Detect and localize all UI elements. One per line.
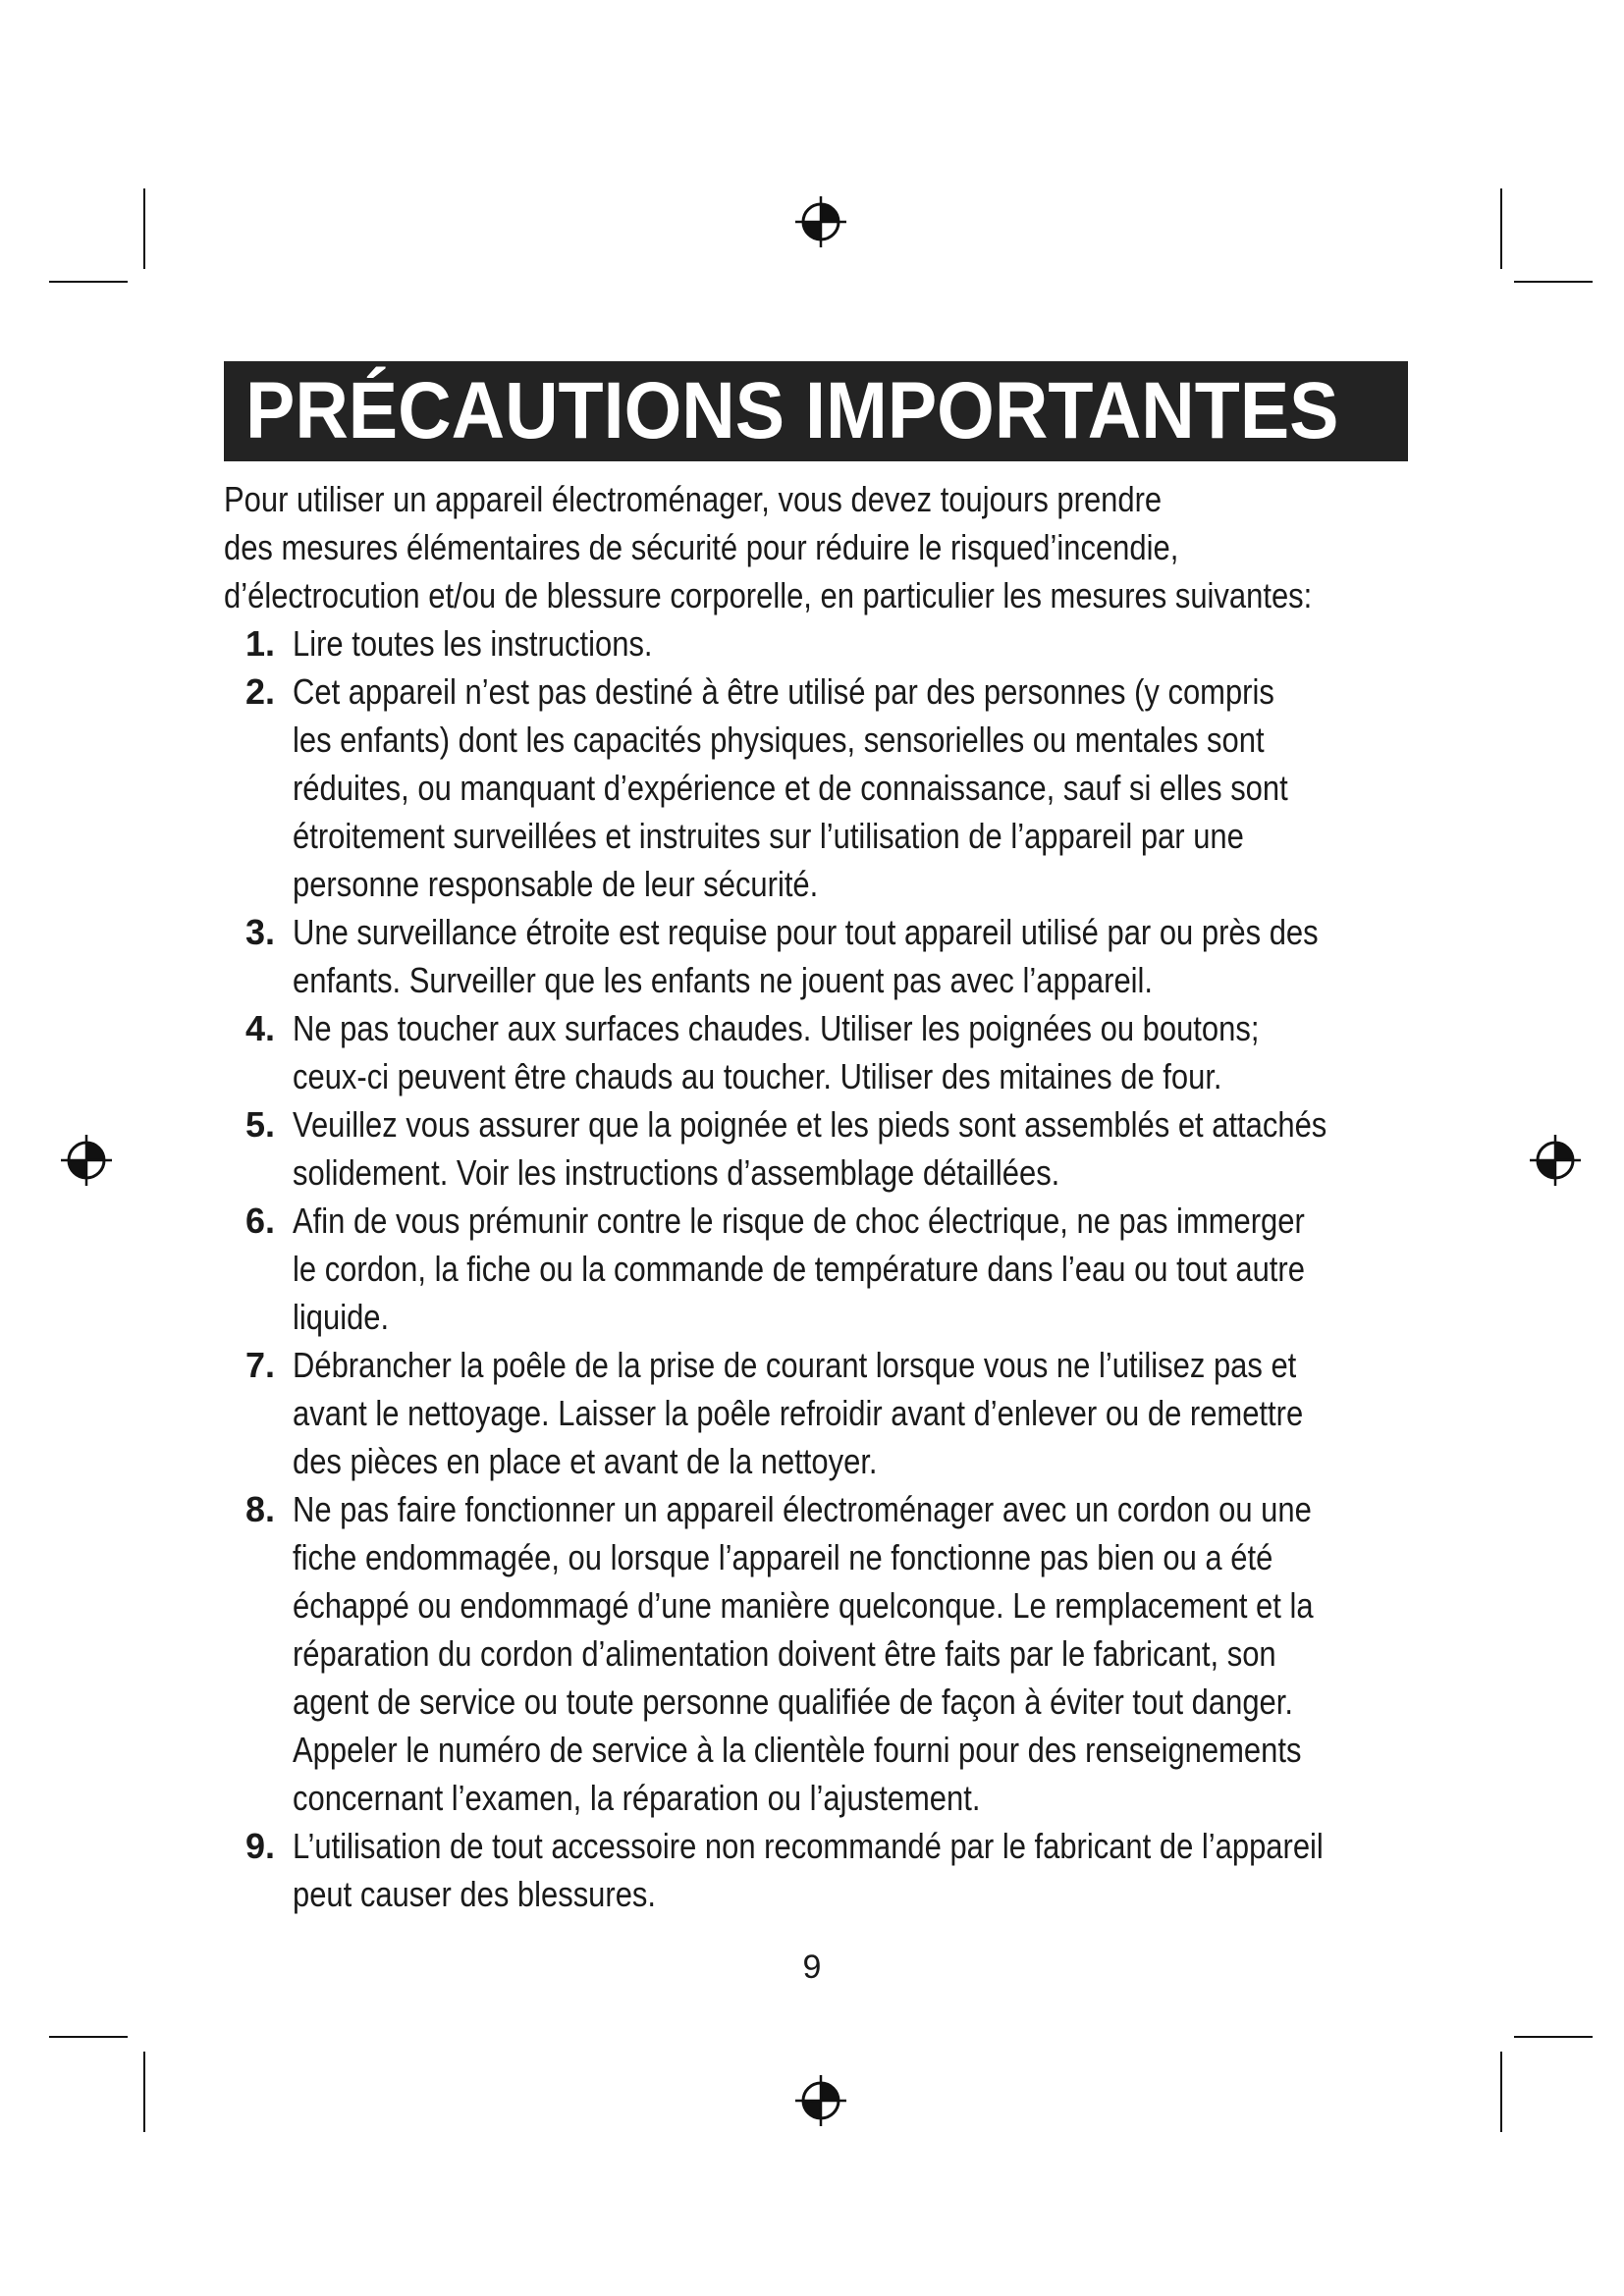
list-item <box>224 1004 1432 1100</box>
crop-mark-bottom-left-vertical <box>143 2052 145 2132</box>
list-item-line: réparation du cordon d’alimentation doivent être faits par le fabricant, son <box>293 1633 1276 1674</box>
list-item-line: peut causer des blessures. <box>293 1874 657 1914</box>
list-item-line: ceux-ci peuvent être chauds au toucher. Utiliser des mitaines de four. <box>293 1056 1222 1096</box>
list-item-line: liquide. <box>293 1297 390 1337</box>
crop-mark-bottom-right-horizontal <box>1514 2036 1593 2038</box>
crop-mark-bottom-left-horizontal <box>49 2036 128 2038</box>
list-item-line: personne responsable de leur sécurité. <box>293 864 819 904</box>
list-item-line: les enfants) dont les capacités physiques, sensorielles ou mentales sont <box>293 720 1265 760</box>
crop-mark-top-left-vertical <box>143 188 145 269</box>
intro-paragraph <box>224 475 1432 619</box>
list-item <box>224 908 1432 1004</box>
list-item-line: solidement. Voir les instructions d’assemblage détaillées. <box>293 1152 1060 1193</box>
page-title: PRÉCAUTIONS IMPORTANTES <box>245 366 1339 455</box>
crop-mark-top-left-horizontal <box>49 281 128 283</box>
list-item-line: des pièces en place et avant de la nettoyer. <box>293 1441 878 1481</box>
intro-line: Pour utiliser un appareil électroménager, vous devez toujours prendre <box>224 479 1163 519</box>
page-number: 9 <box>802 1949 822 1986</box>
list-item-line: enfants. Surveiller que les enfants ne jouent pas avec l’appareil. <box>293 960 1154 1000</box>
intro-line: d’électrocution et/ou de blessure corporelle, en particulier les mesures suivantes: <box>224 575 1313 615</box>
list-item <box>224 1100 1432 1197</box>
list-item-line: Une surveillance étroite est requise pour tout appareil utilisé par ou près des <box>293 912 1319 952</box>
list-item-line: étroitement surveillées et instruites sur l’utilisation de l’appareil par une <box>293 816 1244 856</box>
list-item-line: Ne pas toucher aux surfaces chaudes. Utiliser les poignées ou boutons; <box>293 1008 1260 1048</box>
list-item-number: 5. <box>245 1104 276 1145</box>
list-item-line: Cet appareil n’est pas destiné à être utilisé par des personnes (y compris <box>293 671 1274 712</box>
list-item-line: Appeler le numéro de service à la clientèle fourni pour des renseignements <box>293 1730 1302 1770</box>
list-item-line: Afin de vous prémunir contre le risque de choc électrique, ne pas immerger <box>293 1201 1305 1241</box>
list-item-line: Ne pas faire fonctionner un appareil électroménager avec un cordon ou une <box>293 1489 1312 1529</box>
list-item-line: le cordon, la fiche ou la commande de température dans l’eau ou tout autre <box>293 1249 1305 1289</box>
crop-mark-bottom-right-vertical <box>1500 2052 1502 2132</box>
registration-mark-icon <box>793 2073 848 2128</box>
list-item-line: Lire toutes les instructions. <box>293 623 653 664</box>
list-item-line: agent de service ou toute personne qualifiée de façon à éviter tout danger. <box>293 1682 1293 1722</box>
registration-mark-icon <box>793 194 848 249</box>
title-banner <box>224 361 1408 461</box>
precautions-list <box>224 619 1432 1918</box>
list-item <box>224 1197 1432 1341</box>
list-item-line: réduites, ou manquant d’expérience et de connaissance, sauf si elles sont <box>293 768 1288 808</box>
list-item-line: concernant l’examen, la réparation ou l’ajustement. <box>293 1778 981 1818</box>
list-item-number: 9. <box>245 1826 276 1866</box>
list-item-number: 3. <box>245 912 276 952</box>
list-item <box>224 1485 1432 1822</box>
intro-line: des mesures élémentaires de sécurité pour réduire le risqued’incendie, <box>224 527 1179 567</box>
crop-mark-top-right-vertical <box>1500 188 1502 269</box>
list-item-line: avant le nettoyage. Laisser la poêle refroidir avant d’enlever ou de remettre <box>293 1393 1304 1433</box>
list-item <box>224 1822 1432 1918</box>
safety-content <box>224 475 1432 1918</box>
list-item <box>224 1341 1432 1485</box>
list-item-number: 4. <box>245 1008 276 1048</box>
list-item-line: échappé ou endommagé d’une manière quelconque. Le remplacement et la <box>293 1585 1314 1626</box>
registration-mark-icon <box>59 1133 114 1188</box>
list-item-line: fiche endommagée, ou lorsque l’appareil ne fonctionne pas bien ou a été <box>293 1537 1273 1577</box>
registration-mark-icon <box>1528 1133 1583 1188</box>
list-item <box>224 667 1432 908</box>
list-item-line: Veuillez vous assurer que la poignée et les pieds sont assemblés et attachés <box>293 1104 1327 1145</box>
list-item-line: L’utilisation de tout accessoire non recommandé par le fabricant de l’appareil <box>293 1826 1324 1866</box>
list-item-number: 2. <box>245 671 276 712</box>
list-item-number: 6. <box>245 1201 276 1241</box>
list-item-number: 8. <box>245 1489 276 1529</box>
list-item-number: 1. <box>245 623 276 664</box>
crop-mark-top-right-horizontal <box>1514 281 1593 283</box>
list-item-number: 7. <box>245 1345 276 1385</box>
list-item <box>224 619 1432 667</box>
list-item-line: Débrancher la poêle de la prise de courant lorsque vous ne l’utilisez pas et <box>293 1345 1297 1385</box>
